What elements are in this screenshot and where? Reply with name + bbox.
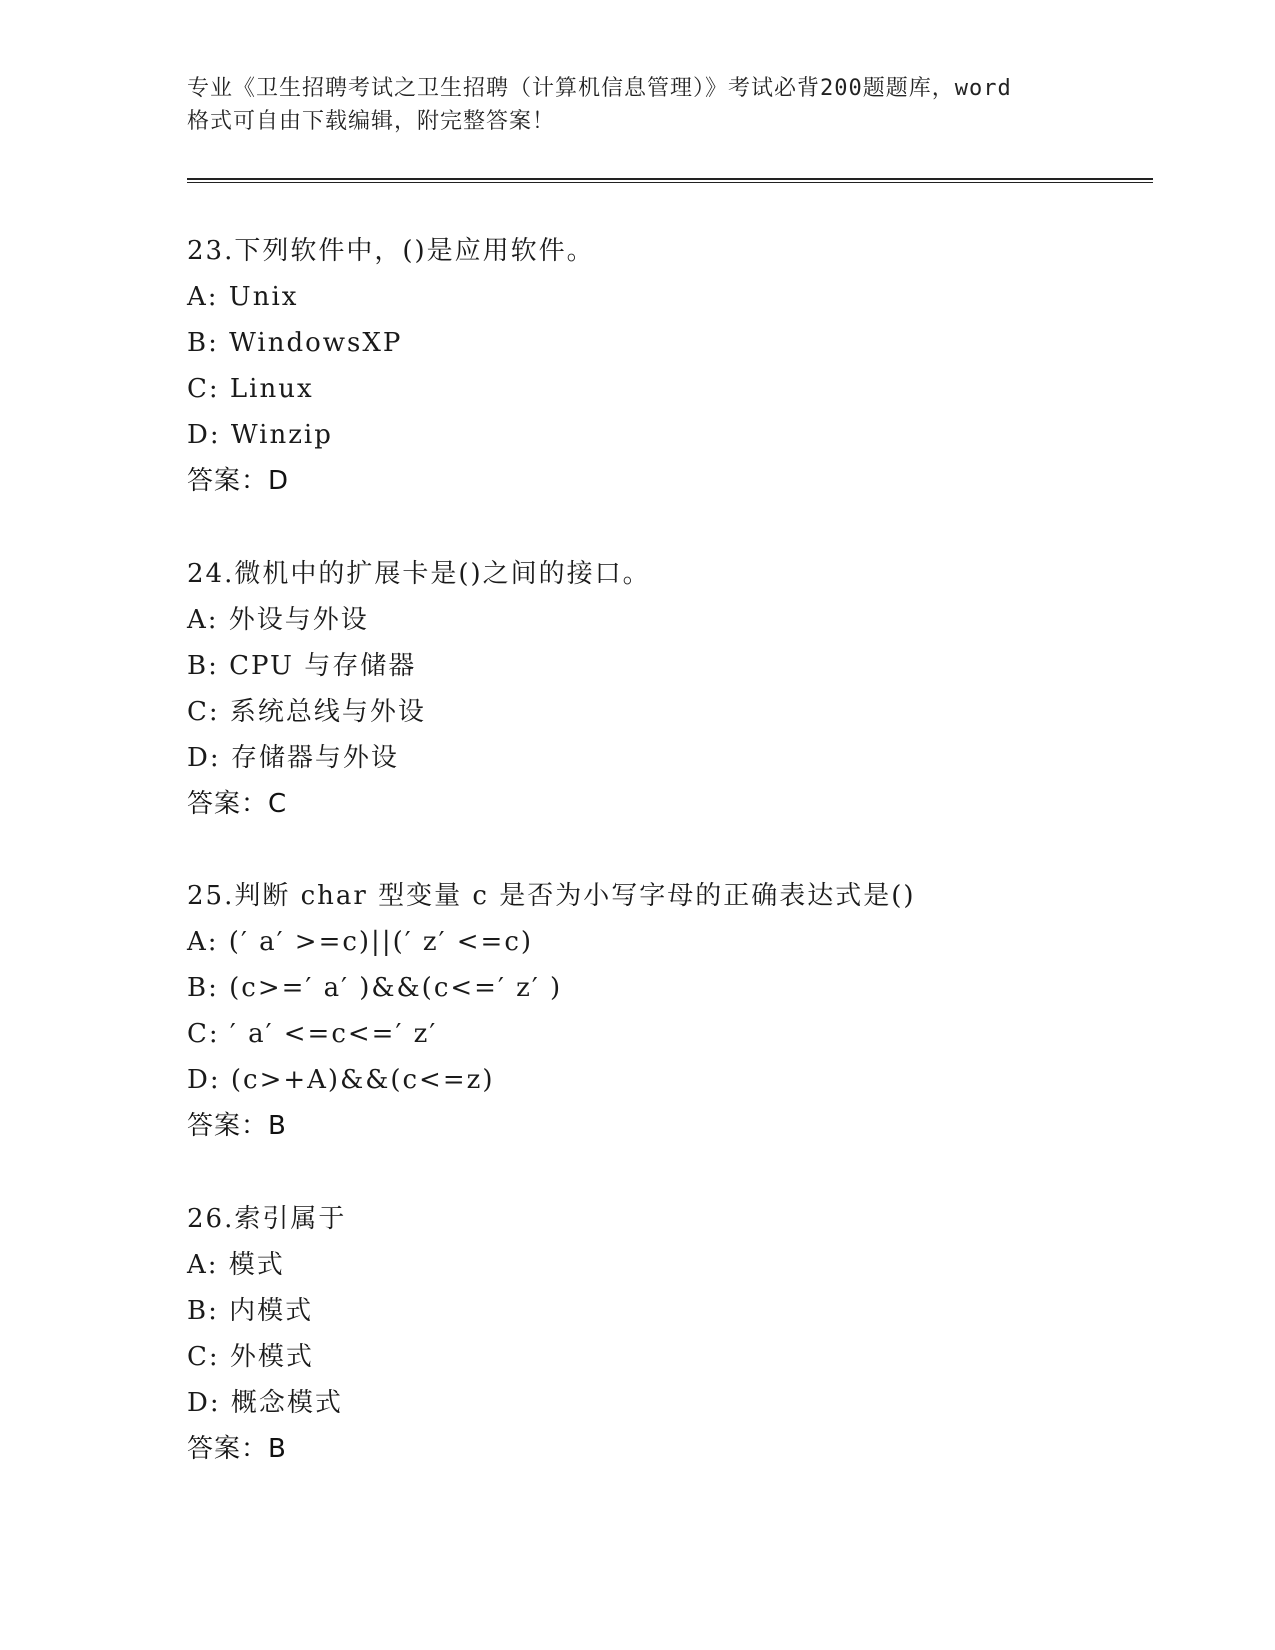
option-a: A: 外设与外设 [187,605,369,635]
header-line-2: 格式可自由下载编辑，附完整答案！ [187,109,556,134]
question-stem: 26.索引属于 [187,1204,347,1234]
option-a: A: Unix [187,282,299,312]
option-d: D: 存储器与外设 [187,743,399,773]
option-c: C: 外模式 [187,1342,314,1372]
option-c: C: 系统总线与外设 [187,697,426,727]
question-24 [187,551,1147,827]
question-stem: 24.微机中的扩展卡是()之间的接口。 [187,559,651,589]
question-stem: 25.判断 char 型变量 c 是否为小写字母的正确表达式是() [187,881,916,911]
option-b: B: CPU 与存储器 [187,651,417,681]
option-c: C: ′ a′ <=c<=′ z′ [187,1019,438,1049]
option-d: D: 概念模式 [187,1388,343,1418]
answer: 答案：D [187,466,290,496]
option-a: A: 模式 [187,1250,285,1280]
question-stem: 23.下列软件中，()是应用软件。 [187,236,595,266]
option-b: B: WindowsXP [187,328,403,358]
option-b: B: 内模式 [187,1296,314,1326]
option-a: A: (′ a′ >=c)||(′ z′ <=c) [187,927,534,957]
header-divider [187,178,1153,183]
answer: 答案：B [187,1434,287,1464]
header-line-1: 专业《卫生招聘考试之卫生招聘（计算机信息管理）》考试必背200题题库，word [187,76,1012,101]
question-26 [187,1196,1147,1472]
answer: 答案：B [187,1111,287,1141]
question-23 [187,228,1147,504]
option-d: D: Winzip [187,420,333,450]
document-header [187,72,1087,138]
option-d: D: (c>+A)&&(c<=z) [187,1065,495,1095]
option-c: C: Linux [187,374,314,404]
option-b: B: (c>=′ a′ )&&(c<=′ z′ ) [187,973,563,1003]
answer: 答案：C [187,789,288,819]
question-25 [187,873,1147,1149]
